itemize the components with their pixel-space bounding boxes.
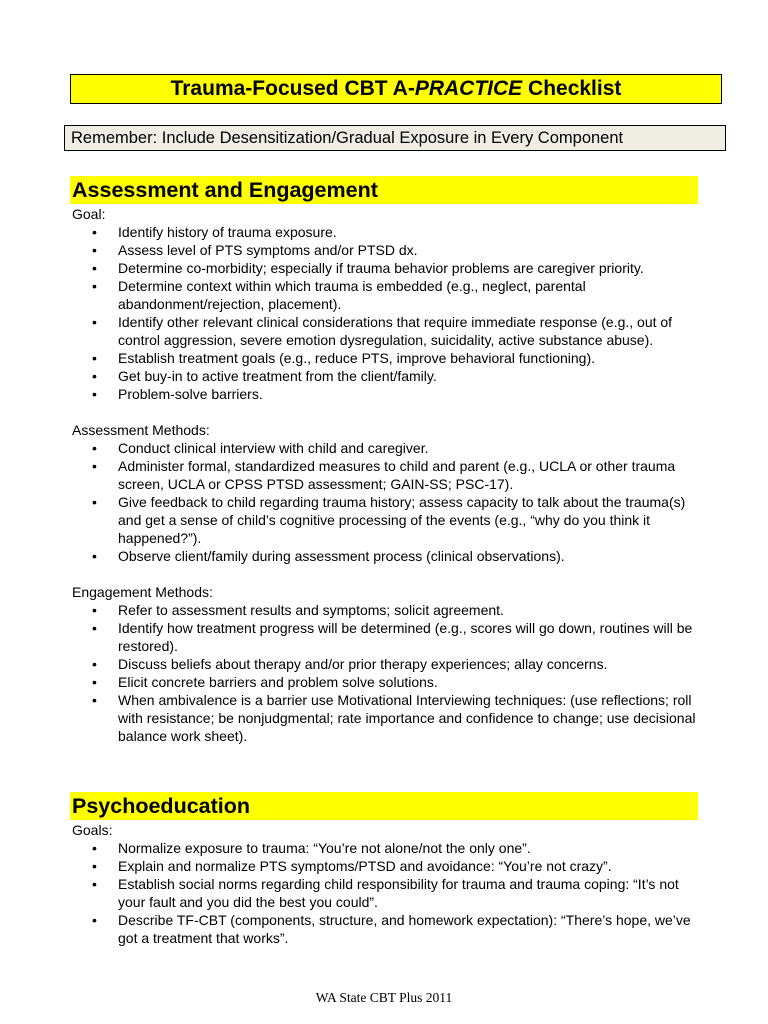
list-item: • Normalize exposure to trauma: “You’re not alone/not the only one”. (72, 839, 698, 857)
engagement-methods-label: Engagement Methods: (72, 584, 213, 600)
goal-label: Goal: (72, 206, 106, 222)
section-heading-assessment: Assessment and Engagement (70, 176, 698, 204)
list-item: • Get buy-in to active treatment from the client/family. (72, 367, 698, 385)
assessment-methods-label: Assessment Methods: (72, 422, 210, 438)
assessment-methods-list (72, 439, 698, 565)
goal-list (72, 223, 698, 403)
list-item: • Establish social norms regarding child responsibility for trauma and trauma coping: “It’s not your fault and you did the best you could”. (72, 875, 698, 911)
list-item: • Identify other relevant clinical considerations that require immediate response (e.g., out of control aggression, severe emotion dysregulation, suicidality, active substance abuse). (72, 313, 698, 349)
psychoeducation-content (72, 821, 698, 947)
list-item: • Discuss beliefs about therapy and/or prior therapy experiences; allay concerns. (72, 655, 698, 673)
assessment-content (72, 205, 698, 745)
page-footer: WA State CBT Plus 2011 (315, 990, 453, 1005)
title-italic: PRACTICE (414, 77, 523, 100)
list-item: • Explain and normalize PTS symptoms/PTSD and avoidance: “You’re not crazy”. (72, 857, 698, 875)
list-item: • Give feedback to child regarding trauma history; assess capacity to talk about the trauma(s) and get a sense of child’s cognitive processing of the events (e.g., “why do you think it happened?”). (72, 493, 698, 547)
list-item: • Describe TF-CBT (components, structure, and homework expectation): “There’s hope, we’ve got a treatment that works”. (72, 911, 698, 947)
list-item: • Establish treatment goals (e.g., reduce PTS, improve behavioral functioning). (72, 349, 698, 367)
title-suffix: Checklist (522, 77, 622, 100)
list-item: • Problem-solve barriers. (72, 385, 698, 403)
list-item: • Determine context within which trauma is embedded (e.g., neglect, parental abandonment/rejection, placement). (72, 277, 698, 313)
list-item: • Identify how treatment progress will be determined (e.g., scores will go down, routines will be restored). (72, 619, 698, 655)
list-item: • Determine co-morbidity; especially if trauma behavior problems are caregiver priority. (72, 259, 698, 277)
list-item: • Identify history of trauma exposure. (72, 223, 698, 241)
list-item: • Assess level of PTS symptoms and/or PTSD dx. (72, 241, 698, 259)
list-item: • Elicit concrete barriers and problem solve solutions. (72, 673, 698, 691)
list-item: • Administer formal, standardized measures to child and parent (e.g., UCLA or other trauma screen, UCLA or CPSS PTSD assessment; GAIN-SS; PSC-17). (72, 457, 698, 493)
list-item: • Observe client/family during assessment process (clinical observations). (72, 547, 698, 565)
title-prefix: Trauma-Focused CBT A- (170, 77, 415, 100)
reminder-banner: Remember: Include Desensitization/Gradual Exposure in Every Component (64, 125, 726, 151)
list-item: • Refer to assessment results and symptoms; solicit agreement. (72, 601, 698, 619)
list-item: • When ambivalence is a barrier use Motivational Interviewing techniques: (use reflections; roll with resistance; be nonjudgmental; rate importance and confidence to change; use decisional balance work sheet). (72, 691, 698, 745)
engagement-methods-list (72, 601, 698, 745)
section-heading-psychoeducation: Psychoeducation (70, 792, 698, 820)
goals-label: Goals: (72, 822, 113, 838)
psychoeducation-goals-list (72, 839, 698, 947)
list-item: • Conduct clinical interview with child and caregiver. (72, 439, 698, 457)
page-title (70, 74, 722, 104)
